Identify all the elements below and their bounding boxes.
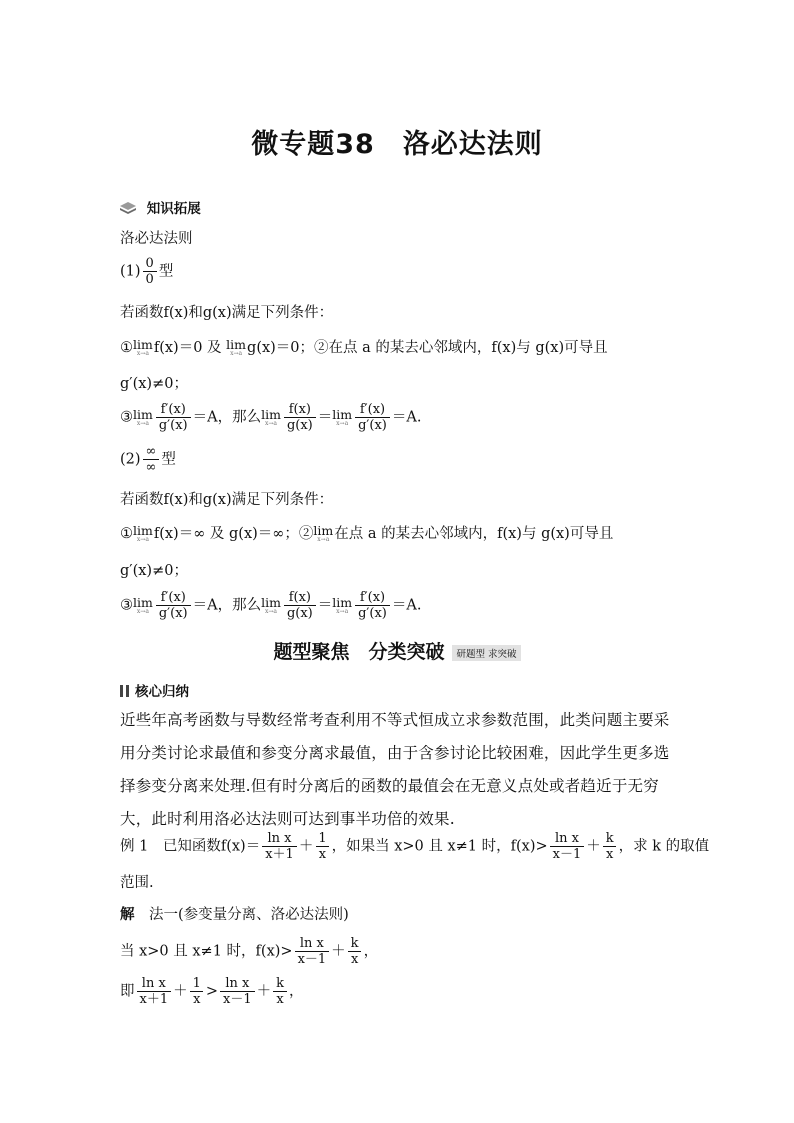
frac-den: x＋1 bbox=[262, 846, 297, 862]
fraction bbox=[355, 402, 390, 433]
frac-num: f(x) bbox=[288, 402, 311, 417]
knowledge-heading: 知识拓展 bbox=[146, 201, 201, 217]
case2-c1-a: f(x)＝∞ 及 g(x)＝∞；② bbox=[153, 526, 314, 542]
lim-text: lim bbox=[226, 337, 247, 352]
frac-den: g′(x) bbox=[355, 417, 390, 433]
lim-symbol bbox=[226, 339, 246, 357]
banner-title: 题型聚焦 分类突破 bbox=[273, 641, 445, 663]
case2-prefix: (2) bbox=[120, 451, 141, 468]
example-fx: f(x)＝ bbox=[220, 838, 261, 855]
rule-name: 洛必达法则 bbox=[120, 231, 193, 247]
case1-c1-cont: g′(x)≠0； bbox=[120, 376, 188, 392]
frac-num: k bbox=[350, 936, 359, 951]
case1-c1-b: g(x)＝0；②在点 a 的某去心邻域内，f(x)与 g(x)可导且 bbox=[247, 340, 608, 356]
solution-line2: 即 $\frac{\text{ln x}}{x+1}$ ＋ $\frac{1}{x}$ > $\frac{\text{ln x}}{x-1}$ ＋ $\frac{k}{x}$ ， bbox=[120, 976, 304, 1007]
lim-sub: x→a bbox=[336, 607, 349, 615]
frac-num: f′(x) bbox=[160, 590, 186, 605]
example-ask-cont: 范围. bbox=[120, 875, 154, 891]
frac-den: x－1 bbox=[220, 991, 255, 1007]
lim-sub: x→a bbox=[336, 419, 349, 427]
lim-sub: x→a bbox=[136, 350, 149, 357]
fraction bbox=[156, 402, 191, 433]
circled-three: ③ bbox=[120, 597, 133, 614]
lim-text: lim bbox=[133, 594, 153, 610]
core-section-header bbox=[120, 680, 189, 700]
case2-c3-eq: ＝A，那么 bbox=[192, 597, 262, 614]
circled-one: ① bbox=[120, 340, 133, 356]
case1-label bbox=[120, 256, 173, 287]
frac-den: x bbox=[190, 991, 203, 1007]
fraction bbox=[156, 590, 191, 621]
lim-symbol bbox=[133, 339, 153, 357]
frac-num: ln x bbox=[225, 976, 250, 991]
fraction bbox=[348, 936, 362, 967]
lim-text: lim bbox=[133, 406, 153, 422]
frac-den: x－1 bbox=[550, 846, 585, 862]
frac-num: ln x bbox=[554, 831, 579, 846]
example-label: 例 1 已知函数 bbox=[120, 838, 221, 855]
case1-c3-eq: ＝A，那么 bbox=[192, 409, 262, 426]
solution-header bbox=[120, 905, 349, 925]
case1-intro: 若函数f(x)和g(x)满足下列条件： bbox=[120, 305, 334, 321]
frac-den: x＋1 bbox=[137, 991, 172, 1007]
fraction bbox=[315, 831, 329, 862]
lim-symbol bbox=[261, 406, 281, 427]
solution-label: 解 bbox=[120, 906, 135, 923]
case2-fraction bbox=[143, 444, 160, 475]
frac-den: g′(x) bbox=[156, 605, 191, 621]
banner-tag: 研题型 求突破 bbox=[452, 645, 520, 661]
lim-symbol bbox=[332, 406, 353, 427]
page-title: 微专题38 洛必达法则 bbox=[251, 129, 543, 160]
lim-symbol bbox=[133, 406, 153, 427]
section-bar-icon bbox=[126, 685, 129, 697]
frac-num: 1 bbox=[192, 976, 201, 991]
knowledge-section-header bbox=[120, 197, 201, 219]
lim-text: lim bbox=[133, 523, 153, 538]
lim-sub: x→a bbox=[265, 419, 278, 427]
lim-text: lim bbox=[313, 523, 334, 538]
example-fx2: f(x)> bbox=[510, 838, 548, 855]
case1-prefix: (1) bbox=[120, 263, 141, 280]
case2-num: ∞ bbox=[145, 444, 157, 459]
solution-method: 法一(参变量分离、洛必达法则) bbox=[149, 907, 349, 923]
frac-num: ln x bbox=[299, 936, 324, 951]
example-1 bbox=[120, 831, 709, 862]
fraction bbox=[284, 590, 316, 621]
frac-den: x bbox=[348, 951, 361, 967]
fraction bbox=[355, 590, 390, 621]
lim-sub: x→a bbox=[317, 536, 330, 543]
core-paragraph: 近些年高考函数与导数经常考查利用不等式恒成立求参数范围，此类问题主要采用分类讨论求最值和参变分离求最值，由于含参讨论比较困难，因此学生更多选择参变分离来处理.但有时分离后的函数的最值会在无意义点处或者趋近于无穷大，此时利用洛必达法则可达到事半功倍的效果. bbox=[120, 711, 670, 828]
fraction bbox=[273, 976, 287, 1007]
lim-text: lim bbox=[261, 406, 281, 422]
frac-num: f(x) bbox=[288, 590, 311, 605]
fraction bbox=[550, 831, 585, 862]
lim-sub: x→a bbox=[265, 607, 278, 615]
frac-den: x bbox=[603, 846, 616, 862]
frac-num: k bbox=[605, 831, 614, 846]
lim-symbol bbox=[261, 594, 281, 615]
lim-sub: x→a bbox=[136, 419, 149, 427]
frac-den: g′(x) bbox=[156, 417, 191, 433]
fraction bbox=[295, 936, 330, 967]
fraction bbox=[262, 831, 297, 862]
case1-condition3: ③ lim x→a $\frac{f'(x)}{g'(x)}$ ＝A，那么 lim x→a $\frac{f(x)}{g(x)}$ ＝ lim x→a $\frac{f'(x)}{g'(x)}$ ＝A. bbox=[120, 402, 422, 433]
lim-text: lim bbox=[332, 594, 353, 610]
case2-c1-b: 在点 a 的某去心邻域内，f(x)与 g(x)可导且 bbox=[334, 526, 614, 542]
lim-sub: x→a bbox=[136, 536, 149, 543]
frac-den: g′(x) bbox=[355, 605, 390, 621]
example-ask: ，求 k 的取值 bbox=[618, 838, 710, 855]
frac-num: f′(x) bbox=[359, 402, 386, 417]
case2-suffix: 型 bbox=[161, 451, 176, 468]
case1-c3-end: ＝A. bbox=[391, 409, 422, 426]
section-bar-icon bbox=[120, 685, 123, 697]
frac-num: f′(x) bbox=[359, 590, 386, 605]
case2-condition3: ③ lim x→a $\frac{f'(x)}{g'(x)}$ ＝A，那么 lim x→a $\frac{f(x)}{g(x)}$ ＝ lim x→a $\frac{f'(x)}{g'(x)}$ ＝A. bbox=[120, 590, 422, 621]
case1-num: 0 bbox=[145, 256, 154, 271]
case2-label bbox=[120, 444, 176, 475]
lim-text: lim bbox=[332, 406, 353, 422]
frac-den: x－1 bbox=[295, 951, 330, 967]
circled-three: ③ bbox=[120, 409, 133, 426]
case1-den: 0 bbox=[143, 271, 157, 287]
lim-text: lim bbox=[133, 337, 153, 352]
case1-c1-a: f(x)＝0 及 bbox=[153, 340, 222, 356]
plus-sign: ＋ bbox=[298, 838, 314, 855]
lim-sub: x→a bbox=[230, 350, 243, 357]
case2-condition1 bbox=[120, 524, 613, 544]
solution-line2-a: 即 bbox=[120, 983, 135, 1000]
fraction bbox=[137, 976, 172, 1007]
case1-fraction bbox=[143, 256, 157, 287]
lim-symbol bbox=[332, 594, 353, 615]
plus-sign: ＋ bbox=[173, 983, 188, 1000]
plus-sign: ＋ bbox=[331, 943, 346, 960]
stack-layers-icon bbox=[120, 202, 136, 219]
solution-line2-end: ， bbox=[289, 983, 304, 1000]
frac-num: ln x bbox=[267, 831, 292, 846]
case1-suffix: 型 bbox=[158, 263, 174, 280]
case1-condition1 bbox=[120, 338, 608, 358]
section-banner bbox=[0, 637, 794, 664]
case2-intro: 若函数f(x)和g(x)满足下列条件： bbox=[120, 492, 334, 508]
fraction bbox=[220, 976, 255, 1007]
frac-num: f′(x) bbox=[160, 402, 186, 417]
core-heading: 核心归纳 bbox=[135, 684, 189, 700]
circled-one: ① bbox=[120, 526, 133, 542]
solution-line1-a: 当 x>0 且 x≠1 时，f(x)> bbox=[120, 943, 293, 960]
lim-text: lim bbox=[261, 594, 281, 610]
fraction bbox=[284, 402, 316, 433]
frac-den: x bbox=[273, 991, 286, 1007]
lim-symbol bbox=[133, 594, 153, 615]
lim-symbol bbox=[133, 525, 153, 543]
example-cond: ，如果当 x>0 且 x≠1 时， bbox=[331, 838, 511, 855]
frac-num: k bbox=[276, 976, 285, 991]
case2-c1-cont: g′(x)≠0； bbox=[120, 563, 188, 579]
plus-sign: ＋ bbox=[586, 838, 601, 855]
lim-sub: x→a bbox=[136, 607, 149, 615]
solution-line1 bbox=[120, 936, 378, 967]
fraction bbox=[603, 831, 617, 862]
fraction bbox=[190, 976, 204, 1007]
frac-den: g(x) bbox=[284, 605, 316, 621]
lim-symbol bbox=[313, 525, 333, 543]
frac-den: g(x) bbox=[284, 417, 316, 433]
case2-c3-end: ＝A. bbox=[391, 597, 422, 614]
frac-num: ln x bbox=[141, 976, 166, 991]
frac-num: 1 bbox=[318, 831, 327, 846]
solution-line1-end: ， bbox=[363, 943, 379, 960]
plus-sign: ＋ bbox=[256, 983, 272, 1000]
frac-den: x bbox=[316, 846, 329, 862]
case2-den: ∞ bbox=[143, 459, 160, 475]
